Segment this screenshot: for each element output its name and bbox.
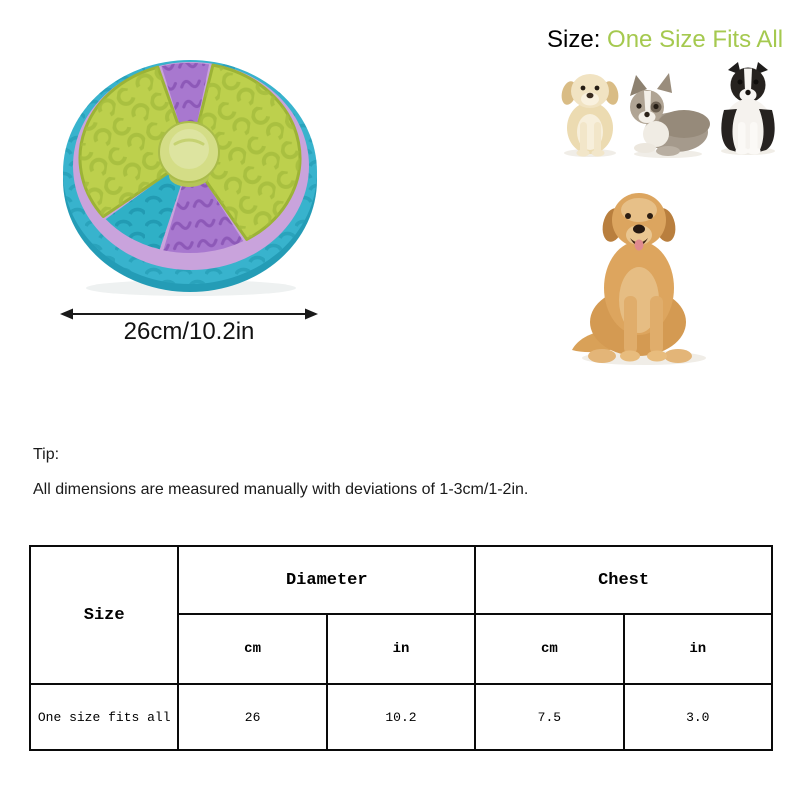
puppy-photo-chihuahua <box>620 72 712 160</box>
chihuahua-puppy-image <box>620 72 712 160</box>
product-photo <box>55 48 327 300</box>
puppy-photo-border-collie <box>706 60 790 156</box>
slow-feeder-disc-image <box>55 48 327 300</box>
size-value: One Size Fits All <box>607 26 784 53</box>
golden-body <box>572 193 692 363</box>
diameter-group-header: Diameter <box>178 546 475 614</box>
tip-text: All dimensions are measured manually with deviations of 1-3cm/1-2in. <box>33 481 529 498</box>
golden-retriever-image <box>566 180 766 368</box>
chest-cm-header: cm <box>475 614 623 684</box>
diameter-cm-cell: 26 <box>178 684 326 750</box>
size-column-header: Size <box>30 546 178 684</box>
diameter-in-cell: 10.2 <box>327 684 475 750</box>
chest-group-header: Chest <box>475 546 772 614</box>
size-label: Size: <box>547 26 601 53</box>
diameter-cm-header: cm <box>178 614 326 684</box>
size-heading <box>547 26 783 54</box>
dimension-label: 26cm/10.2in <box>123 318 255 345</box>
diameter-in-header: in <box>327 614 475 684</box>
puppy1-body <box>559 74 620 157</box>
puppy3-body <box>721 62 774 155</box>
table-row <box>30 684 772 750</box>
adult-dog-photo-golden-retriever <box>566 180 766 368</box>
cream-puppy-image <box>552 66 628 158</box>
size-value-cell: One size fits all <box>30 684 178 750</box>
puppy-photo-cream <box>552 66 628 158</box>
size-chart-table <box>29 545 773 751</box>
tip-title: Tip: <box>33 446 60 463</box>
border-collie-puppy-image <box>706 60 790 156</box>
chest-in-cell: 3.0 <box>624 684 772 750</box>
chest-cm-cell: 7.5 <box>475 684 623 750</box>
chest-in-header: in <box>624 614 772 684</box>
puppy2-body <box>630 73 710 156</box>
